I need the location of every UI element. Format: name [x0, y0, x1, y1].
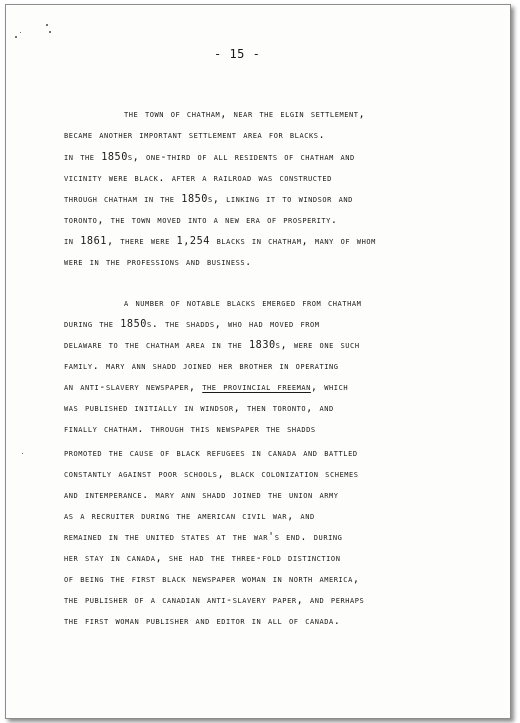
ink-speck — [49, 31, 51, 33]
paragraph-2-line: family. mary ann shadd joined her brother in operating — [64, 361, 339, 372]
paragraph-2-line: delaware to the chatham area in the 1830s, were one such — [64, 340, 360, 351]
paragraph-2-line: remained in the united states at the war's end. during — [64, 532, 343, 543]
ink-speck — [22, 453, 23, 454]
paragraph-1-line: were in the professions and business. — [64, 257, 252, 268]
paragraph-2-line: the first woman publisher and editor in all of canada. — [64, 616, 341, 627]
newspaper-title-trailer: , which — [310, 382, 349, 393]
paragraph-1-line: through chatham in the 1850s, linking it to windsor and — [64, 194, 353, 205]
paragraph-2-line: promoted the cause of black refugees in canada and battled — [64, 448, 358, 459]
paragraph-2-line: finally chatham. through this newspaper the shadds — [64, 424, 316, 435]
ink-speck — [20, 32, 21, 33]
paragraph-1-line: vicinity were black. after a railroad was constructed — [64, 173, 332, 184]
paragraph-2-line: was published initially in windsor, then toronto, and — [64, 403, 334, 414]
paragraph-2-line: the publisher of a canadian anti-slavery paper, and perhaps — [64, 595, 365, 606]
paragraph-2-line: a number of notable blacks emerged from chatham — [124, 298, 362, 309]
ink-speck — [15, 36, 17, 38]
paragraph-1-line: in 1861, there were 1,254 blacks in chatham, many of whom — [64, 236, 376, 247]
ink-speck — [46, 24, 48, 26]
paragraph-2-line: as a recruiter during the american civil war, and — [64, 511, 315, 522]
paragraph-1-line: the town of chatham, near the elgin settlement, — [124, 109, 366, 120]
page-number: - 15 - — [214, 47, 261, 61]
paragraph-2-line: during the 1850s. the shadds, who had moved from — [64, 319, 320, 330]
paragraph-1-line: in the 1850s, one-third of all residents of chatham and — [64, 152, 355, 163]
paragraph-2-line: and intemperance. mary ann shadd joined the union army — [64, 490, 339, 501]
paragraph-2-line: her stay in canada, she had the three-fold distinction — [64, 553, 341, 564]
document-page — [5, 4, 511, 719]
paragraph-2-line-start: an anti-slavery newspaper, — [64, 382, 196, 393]
newspaper-title: the provincial freeman — [202, 382, 311, 393]
paragraph-2-line: of being the first black newspaper woman in north america, — [64, 574, 360, 585]
paragraph-2-line: constantly against poor schools, black colonization schemes — [64, 469, 359, 480]
paragraph-1-line: toronto, the town moved into a new era of prosperity. — [64, 215, 338, 226]
paragraph-1-line: became another important settlement area for blacks. — [64, 130, 326, 141]
paragraph-2-line-with-title — [64, 383, 348, 393]
